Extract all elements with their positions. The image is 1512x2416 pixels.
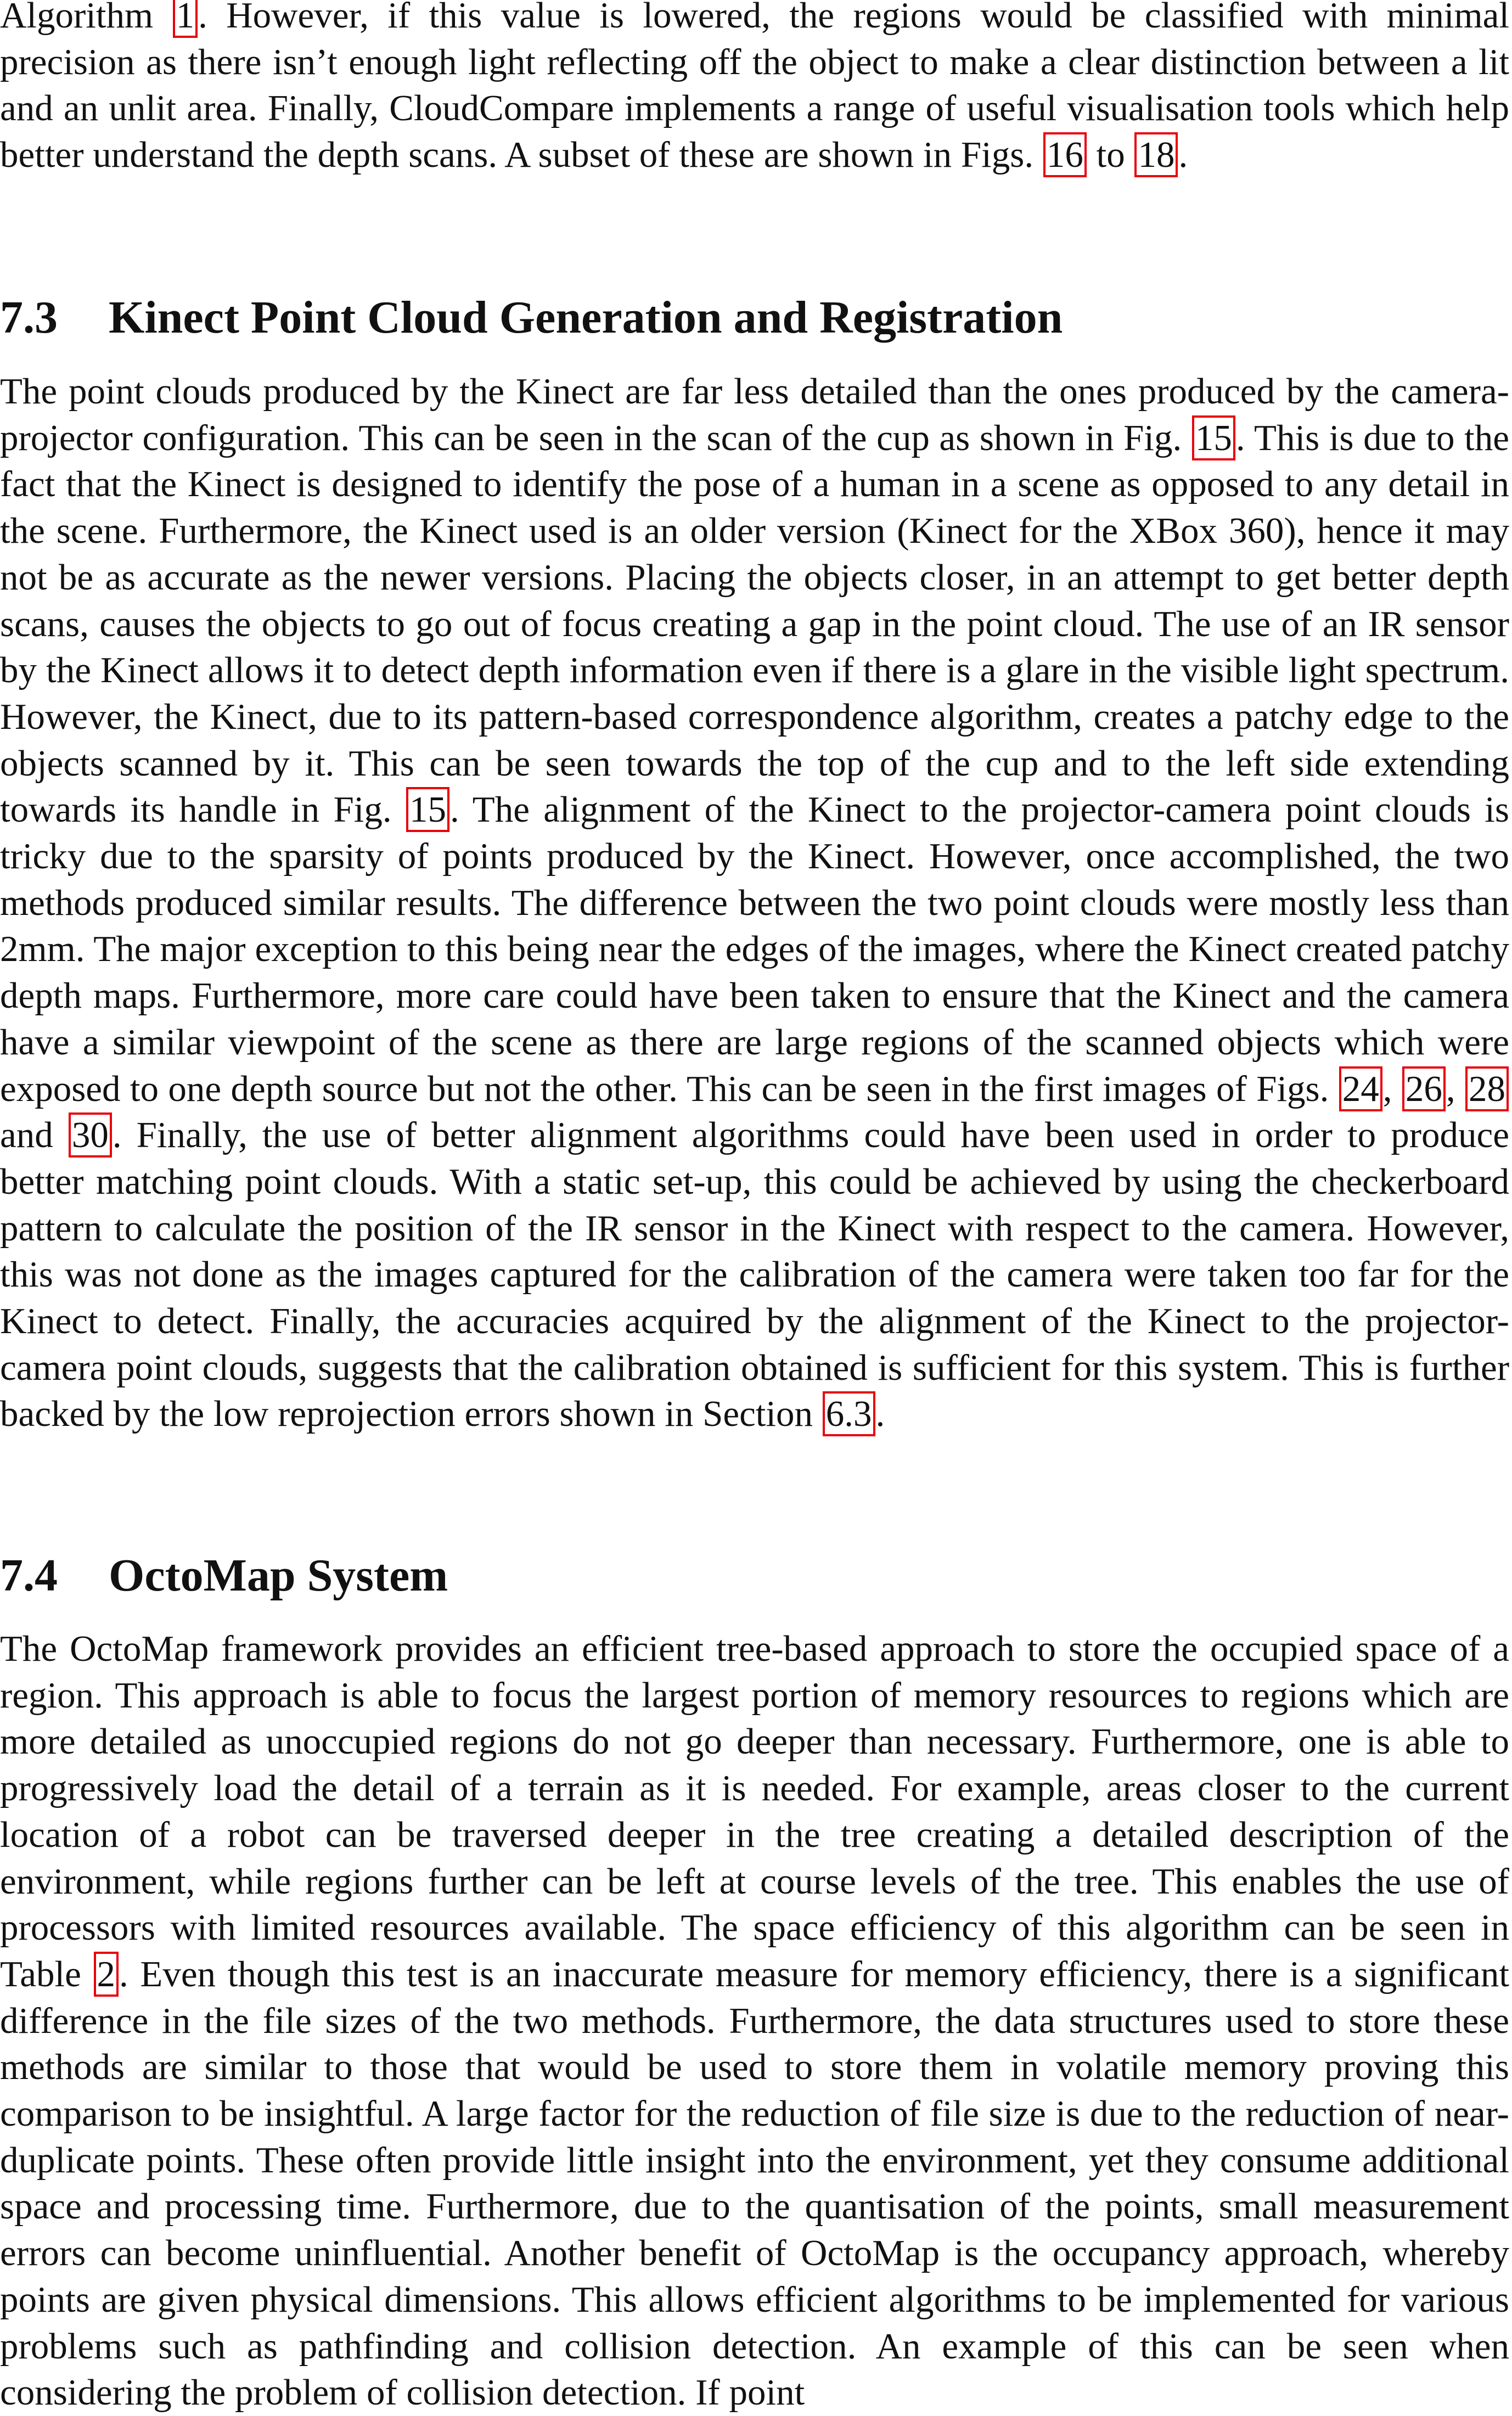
paragraph-octomap [0,1626,1509,2416]
body-text: . [1178,134,1188,176]
section-heading-7-4 [0,1549,448,1602]
body-text: . [875,1394,885,1435]
cross-reference-link[interactable]: 30 [69,1113,112,1158]
section-title: OctoMap System [109,1550,448,1601]
section-title: Kinect Point Cloud Generation and Registration [109,292,1063,343]
paragraph-intro [0,0,1509,178]
section-number: 7.4 [0,1550,58,1601]
body-text: . This is due to the fact that the Kinect is designed to identify the pose of a human in a scene as opposed to any detail in the scene. Furthermore, the Kinect used is an older version (Kinect for the XBox 360), hence it may not be as accurate as the newer versions. Placing the objects closer, in an attempt to get better depth scans, causes the objects to go out of focus creating a gap in the point cloud. The use of an IR sensor by the Kinect allows it to detect depth information even if there is a glare in the visible light spectrum. However, the Kinect, due to its pattern-based correspondence algorithm, creates a patchy edge to the objects scanned by it. This can be seen towards the top of the cup and to the left side extending towards its handle in Fig. [0,417,1509,830]
body-text: . However, if this value is lowered, the regions would be classified with minimal precision as there isn’t enough light reflecting off the object to make a clear distinction between a lit and an unlit area. Finally, CloudCompare implements a range of useful visualisation tools which help better understand the depth scans. A subset of these are shown in Figs. [0,0,1509,176]
cross-reference-link[interactable]: 15 [1192,415,1235,460]
body-text: . The alignment of the Kinect to the projector-camera point clouds is tricky due to the sparsity of points produced by the Kinect. However, once accomplished, the two methods produced similar results. The difference between the two point clouds were mostly less than 2mm. The major exception to this being near the edges of the images, where the Kinect created patchy depth maps. Furthermore, more care could have been taken to ensure that the Kinect and the camera have a similar viewpoint of the scene as there are large regions of the scanned objects which were exposed to one depth source but not the other. This can be seen in the first images of Figs. [0,789,1509,1109]
cross-reference-link[interactable]: 6.3 [823,1391,875,1436]
cross-reference-link[interactable]: 24 [1339,1066,1382,1111]
cross-reference-link[interactable]: 18 [1134,132,1178,177]
paragraph-kinect [0,368,1509,1437]
body-text: . Finally, the use of better alignment algorithms could have been used in order to produce better matching point clouds. With a static set-up, this could be achieved by using the checkerboard pattern to calculate the position of the IR sensor in the Kinect with respect to the camera. However, this was not done as the images captured for the calibration of the camera were taken too far for the Kinect to detect. Finally, the accuracies acquired by the alignment of the Kinect to the projector-camera point clouds, suggests that the calibration obtained is sufficient for this system. This is further backed by the low reprojection errors shown in Section [0,1115,1509,1435]
body-text: The OctoMap framework provides an efficient tree-based approach to store the occupied space of a region. This approach is able to focus the largest portion of memory resources to regions which are more detailed as unoccupied regions do not go deeper than necessary. Furthermore, one is able to progressively load the detail of a terrain as it is needed. For example, areas closer to the current location of a robot can be traversed deeper in the tree creating a detailed description of the environment, while regions further can be left at course levels of the tree. This enables the use of processors with limited resources available. The space efficiency of this algorithm can be seen in Table [0,1628,1509,1994]
body-text: , [1446,1068,1465,1109]
body-text: . Even though this test is an inaccurate measure for memory efficiency, there is a significant difference in the file sizes of the two methods. Furthermore, the data structures used to store these methods are similar to those that would be used to store them in volatile memory proving this comparison to be insightful. A large factor for the reduction of file size is due to the reduction of near-duplicate points. These often provide little insight into the environment, yet they consume additional space and processing time. Furthermore, due to the quantisation of the points, small measurement errors can become uninfluential. Another benefit of OctoMap is the occupancy approach, whereby points are given physical dimensions. This allows efficient algorithms to be implemented for various problems such as pathfinding and collision detection. An example of this can be seen when considering the problem of collision detection. If point [0,1953,1509,2413]
cross-reference-link[interactable]: 26 [1402,1066,1446,1111]
cross-reference-link[interactable]: 2 [94,1952,119,1997]
body-text: The point clouds produced by the Kinect are far less detailed than the ones produced by the camera-projector configuration. This can be seen in the scan of the cup as shown in Fig. [0,371,1509,458]
cross-reference-link[interactable]: 16 [1043,132,1087,177]
cross-reference-link[interactable]: 1 [173,0,198,38]
body-text: , [1382,1068,1402,1109]
cross-reference-link[interactable]: 15 [406,787,449,832]
cross-reference-link[interactable]: 28 [1465,1066,1509,1111]
section-heading-7-3 [0,291,1063,344]
body-text: Algorithm [0,0,172,36]
body-text: to [1087,134,1134,176]
section-number: 7.3 [0,292,58,343]
body-text: and [0,1115,68,1156]
